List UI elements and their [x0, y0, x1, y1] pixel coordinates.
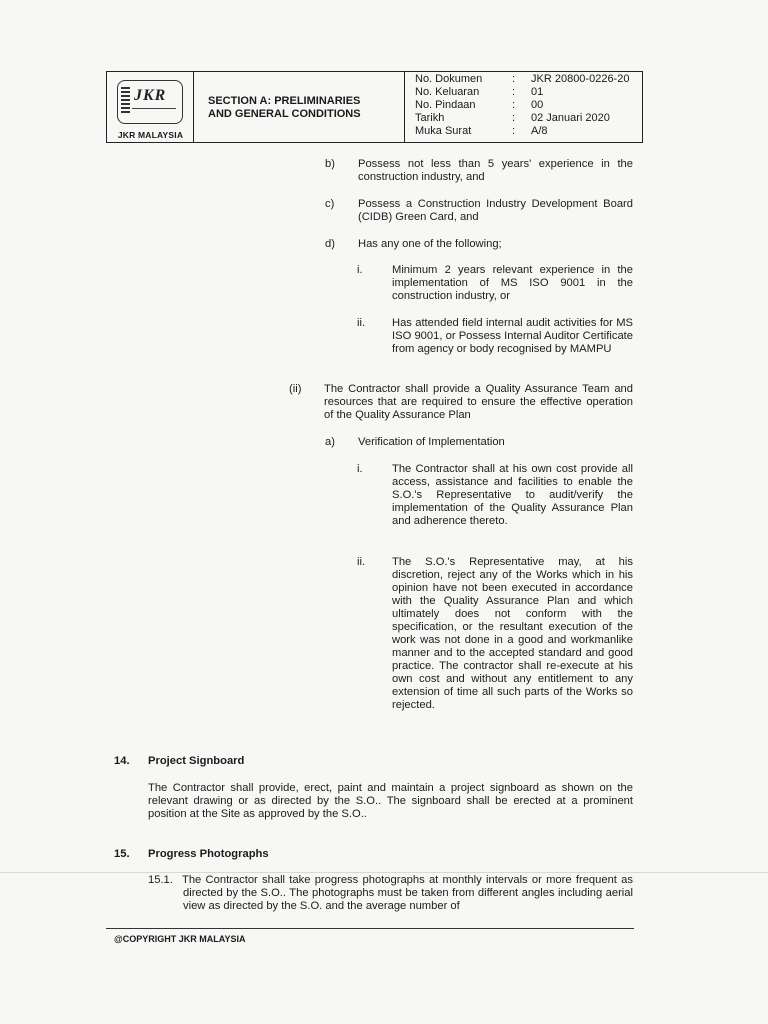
section-14-heading: Project Signboard [148, 755, 245, 767]
clause-c-text: Possess a Construction Industry Development Board (CIDB) Green Card, and [358, 198, 633, 223]
section-14-text: The Contractor shall provide, erect, paint and maintain a project signboard as shown on the relevant drawing or as directed by the S.O.. The signboard shall be erected at a prominent position at the Site as approved by the S.O.. [148, 782, 633, 820]
list-marker-d-i: i. [357, 264, 363, 276]
clause-ii-a-i-text: The Contractor shall at his own cost provide all access, assistance and facilities to enable the S.O.'s Representative to audit/verify the implementation of the Quality Assurance Plan and adherence thereto. [392, 463, 633, 527]
clause-ii-a-ii-text: The S.O.'s Representative may, at his discretion, reject any of the Works which in his opinion have not been executed in accordance with the Quality Assurance Plan and which ultimately does not conform with the specification, or the resultant execution of the work was not done in a good and workmanlike manner and to the accepted standard and good practice. The contractor shall re-execute at his own cost and without any entitlement to any extension of time all such parts of the Works so rejected. [392, 556, 633, 711]
section-15-heading: Progress Photographs [148, 848, 269, 860]
section-15-number: 15. [114, 848, 130, 860]
clause-d-ii-text: Has attended field internal audit activities for MS ISO 9001, or Possess Internal Auditor Certificate from agency or body recognised by MAMPU [392, 317, 633, 355]
clause-ii-text: The Contractor shall provide a Quality Assurance Team and resources that are required to ensure the effective operation of the Quality Assurance Plan [324, 383, 633, 421]
section-15-1-number: 15.1. [148, 874, 173, 886]
list-marker-b: b) [325, 158, 335, 170]
list-marker-ii-a: a) [325, 436, 335, 448]
section-15-1-text: The Contractor shall take progress photographs at monthly intervals or more frequent as directed by the S.O.. The photographs must be taken from different angles including aerial view as directed by the S.O. and the average number of [182, 874, 633, 912]
section-14-number: 14. [114, 755, 130, 767]
list-marker-ii: (ii) [289, 383, 302, 395]
document-meta-cell: No. Dokumen : JKR 20800-0226-20 No. Keluaran : 01 No. Pindaan : 00 Tarikh : 02 Januari 2020 Muka Surat : A/8 [415, 73, 630, 137]
clause-d-text: Has any one of the following; [358, 238, 502, 250]
document-header-table [106, 71, 643, 143]
footer-divider [106, 928, 634, 929]
logo-bars-icon [121, 87, 130, 117]
logo-caption: JKR MALAYSIA [117, 130, 184, 140]
section-title: SECTION A: PRELIMINARIES AND GENERAL CONDITIONS [208, 95, 361, 120]
page-fold-line [0, 872, 768, 873]
section-title-cell [194, 72, 405, 142]
list-marker-d-ii: ii. [357, 317, 366, 329]
jkr-logo [117, 80, 183, 124]
list-marker-c: c) [325, 198, 335, 210]
list-marker-d: d) [325, 238, 335, 250]
list-marker-ii-a-i: i. [357, 463, 363, 475]
clause-ii-a-text: Verification of Implementation [358, 436, 505, 448]
list-marker-ii-a-ii: ii. [357, 556, 366, 568]
clause-b-text: Possess not less than 5 years' experience in the construction industry, and [358, 158, 633, 183]
clause-d-i-text: Minimum 2 years relevant experience in the implementation of MS ISO 9001 in the construction industry, or [392, 264, 633, 302]
logo-cell [107, 72, 194, 142]
logo-text: JKR [134, 87, 167, 104]
copyright-footer: @COPYRIGHT JKR MALAYSIA [114, 934, 246, 944]
